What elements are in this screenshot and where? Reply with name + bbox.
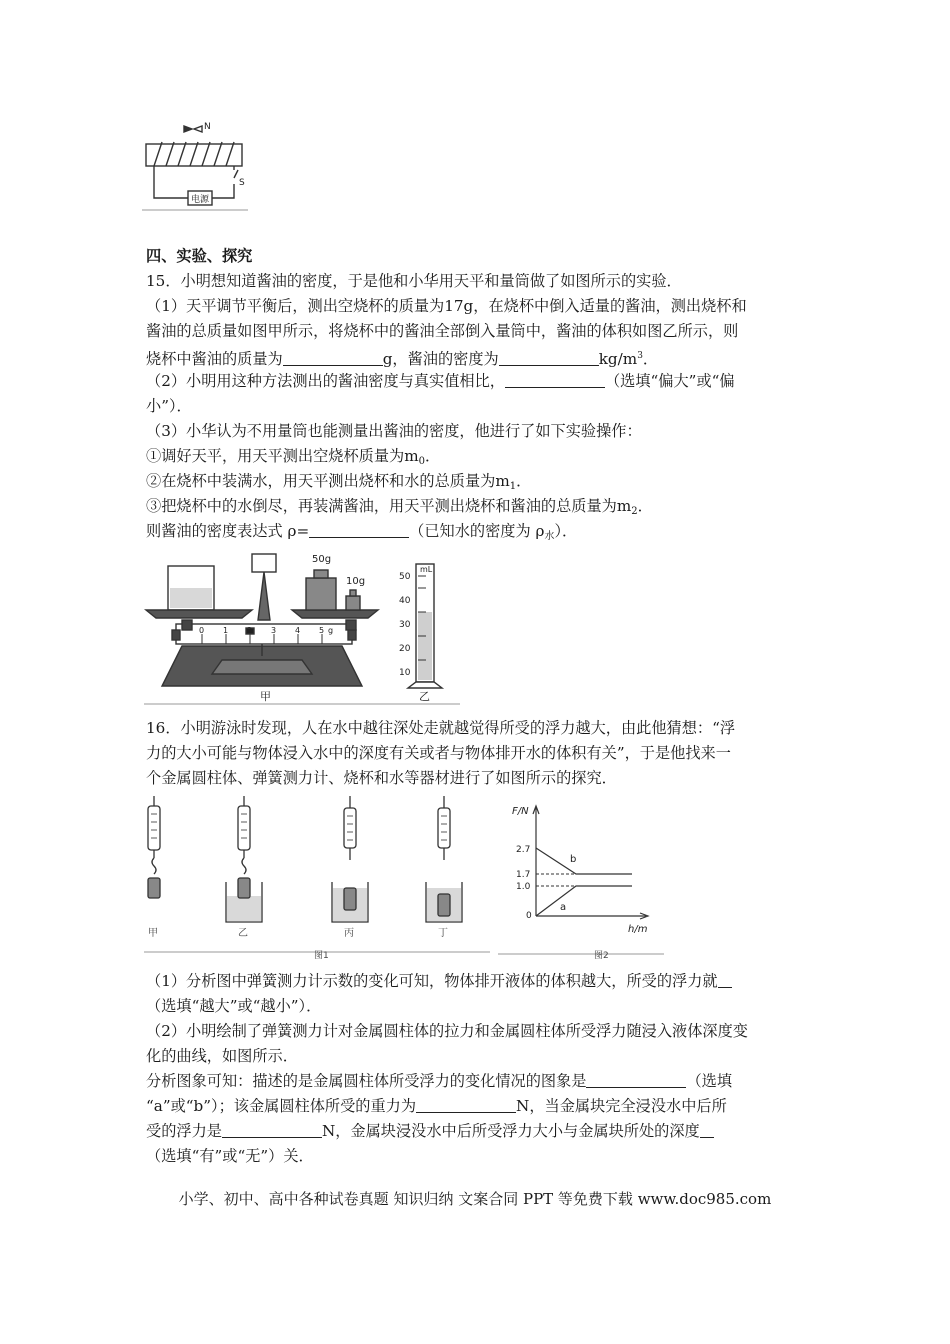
cylinder-yi (238, 878, 250, 898)
q15-part1-text-c: kg/m (598, 350, 638, 368)
q16-part3-line2 (146, 1094, 727, 1118)
oil-mass-blank[interactable] (283, 349, 383, 366)
cylinder-jia (148, 878, 160, 898)
oil-density-blank[interactable] (499, 349, 599, 366)
bias-blank[interactable] (505, 371, 605, 388)
force-depth-graph (496, 800, 666, 962)
ruler-tick-0: 0 (199, 626, 205, 635)
q16-part3-line1 (146, 1069, 732, 1093)
north-pole-label: N (204, 122, 211, 132)
step2-subscript: 1 (509, 481, 517, 492)
q16-part3-text-b: （选填 (686, 1072, 732, 1090)
ruler-tick-2: 2 (247, 626, 253, 635)
q16-line1: 16．小明游泳时发现，人在水中越往深处走就越觉得所受的浮力越大，由此他猜想：“浮 (146, 719, 736, 737)
cylinder-bing (344, 888, 356, 910)
section-title: 四、实验、探究 (146, 247, 253, 265)
step3-end: ． (637, 497, 653, 515)
ruler-tick-4: 4 (295, 626, 301, 635)
q15-part1-line3 (146, 344, 658, 371)
ruler-tick-1: 1 (223, 626, 229, 635)
water-subscript: 水 (544, 531, 555, 542)
weight-small-label: 10g (346, 576, 366, 587)
q16-part3-text-a: 分析图象可知：描述的是金属圆柱体所受浮力的变化情况的图象是 (146, 1072, 587, 1090)
expression-text-b: （已知水的密度为 ρ (409, 522, 545, 540)
balance-and-cylinder-figure (142, 548, 472, 708)
q16-line2: 力的大小可能与物体浸入水中的深度有关或者与物体排开水的体积有关”，于是他找来一 (146, 744, 731, 762)
spring-label-bing: 丙 (344, 928, 354, 939)
expression-text-a: 则酱油的密度表达式 ρ= (146, 522, 310, 540)
q16-part3-text-f: N，金属块浸没水中后所受浮力大小与金属块所处的深度 (321, 1122, 700, 1140)
step1-text: ①调好天平，用天平测出空烧杯质量为m (146, 447, 419, 465)
q16-part3-line3 (146, 1119, 714, 1143)
q15-part1-text-a: 烧杯中酱油的质量为 (146, 350, 283, 368)
curve-b (536, 848, 632, 874)
cylinder-tick-40: 40 (399, 596, 411, 606)
ruler-unit: g (328, 626, 334, 635)
q16-part3-line4: （选填“有”或“无”）关． (146, 1147, 314, 1165)
y-tick-1-7: 1.7 (516, 870, 531, 880)
q15-part3-line1: （3）小华认为不用量筒也能测量出酱油的密度，他进行了如下实验操作： (146, 422, 642, 440)
gravity-blank[interactable] (416, 1096, 516, 1113)
q16-part1-text: （1）分析图中弹簧测力计示数的变化可知，物体排开液体的体积越大，所受的浮力就 (146, 972, 718, 990)
solenoid-circuit-figure (140, 118, 250, 212)
density-expression-blank[interactable] (309, 521, 409, 538)
spring-label-jia: 甲 (148, 928, 158, 939)
q15-part1-text-d: ． (642, 350, 659, 368)
cylinder-unit: mL (420, 565, 433, 574)
weight-10g (346, 596, 360, 610)
q16-part1-line2: （选填“越大”或“越小”）． (146, 997, 322, 1015)
ruler-tick-3: 3 (271, 626, 277, 635)
q16-part2-line2: 化的曲线，如图所示． (146, 1047, 298, 1065)
q15-part2-line1 (146, 369, 735, 393)
cylinder-tick-10: 10 (399, 668, 411, 678)
q15-intro: 15．小明想知道酱油的密度，于是他和小华用天平和量筒做了如图所示的实验． (146, 272, 682, 290)
label-jia: 甲 (260, 690, 271, 703)
q15-part1-line1: （1）天平调节平衡后，测出空烧杯的质量为17g，在烧杯中倒入适量的酱油，测出烧杯和 (146, 297, 747, 315)
ruler-tick-5: 5 (319, 626, 325, 635)
figure2-caption: 图2 (594, 951, 609, 961)
q15-part1-line2: 酱油的总质量如图甲所示，将烧杯中的酱油全部倒入量筒中，酱油的体积如图乙所示，则 (146, 322, 739, 340)
weight-big-label: 50g (312, 554, 332, 565)
x-axis-label: h/m (628, 924, 648, 935)
curve-a (536, 886, 632, 916)
q15-part1-text-b: g，酱油的密度为 (382, 350, 499, 368)
cylinder-tick-30: 30 (399, 620, 411, 630)
q15-expression (146, 519, 577, 549)
y-tick-2-7: 2.7 (516, 845, 531, 855)
q15-part2-line2: 小”）． (146, 397, 192, 415)
weight-50g (306, 578, 336, 610)
step3-text: ③把烧杯中的水倒尽，再装满酱油，用天平测出烧杯和酱油的总质量为m (146, 497, 632, 515)
page-footer: 小学、初中、高中各种试卷真题 知识归纳 文案合同 PPT 等免费下载 www.doc985.com (178, 1190, 772, 1208)
switch-label: S (239, 178, 245, 188)
q15-part2-text-b: （选填“偏大”或“偏 (604, 372, 735, 390)
step1-subscript: 0 (418, 456, 425, 467)
label-yi: 乙 (419, 690, 430, 703)
q16-part3-text-e: 受的浮力是 (146, 1122, 222, 1140)
cylinder-ding (438, 894, 450, 916)
q16-part1-line1 (146, 969, 732, 993)
expression-text-c: ）． (554, 522, 578, 540)
spring-label-ding: 丁 (438, 928, 448, 939)
curve-choice-blank[interactable] (586, 1071, 686, 1088)
buoyancy-value-blank[interactable] (222, 1121, 322, 1138)
figure1-caption: 图1 (314, 951, 329, 960)
q16-part2-line1: （2）小明绘制了弹簧测力计对金属圆柱体的拉力和金属圆柱体所受浮力随浸入液体深度变 (146, 1022, 748, 1040)
origin-label: 0 (526, 911, 532, 921)
step1-end: ． (424, 447, 441, 465)
cylinder-tick-50: 50 (399, 572, 411, 582)
step2-end: ． (516, 472, 532, 490)
cubic-superscript: 3 (637, 351, 643, 361)
step3-subscript: 2 (631, 506, 638, 517)
step2-text: ②在烧杯中装满水，用天平测出烧杯和水的总质量为m (146, 472, 510, 490)
depth-relation-blank[interactable] (700, 1121, 714, 1138)
cylinder-tick-20: 20 (399, 644, 411, 654)
spring-scale-figure (142, 792, 492, 960)
power-supply-label: 电源 (191, 195, 210, 205)
q15-part2-text-a: （2）小明用这种方法测出的酱油密度与真实值相比， (146, 372, 505, 390)
buoyancy-trend-blank[interactable] (718, 971, 732, 988)
curve-b-label: b (570, 854, 577, 865)
curve-a-label: a (560, 902, 567, 913)
q16-line3: 个金属圆柱体、弹簧测力计、烧杯和水等器材进行了如图所示的探究． (146, 769, 617, 787)
y-axis-label: F/N (512, 806, 529, 817)
spring-label-yi: 乙 (238, 928, 248, 939)
q16-part3-text-c: “a”或“b”）；该金属圆柱体所受的重力为 (146, 1097, 417, 1115)
y-tick-1-0: 1.0 (516, 882, 531, 892)
q16-part3-text-d: N，当金属块完全浸没水中后所 (516, 1097, 727, 1115)
